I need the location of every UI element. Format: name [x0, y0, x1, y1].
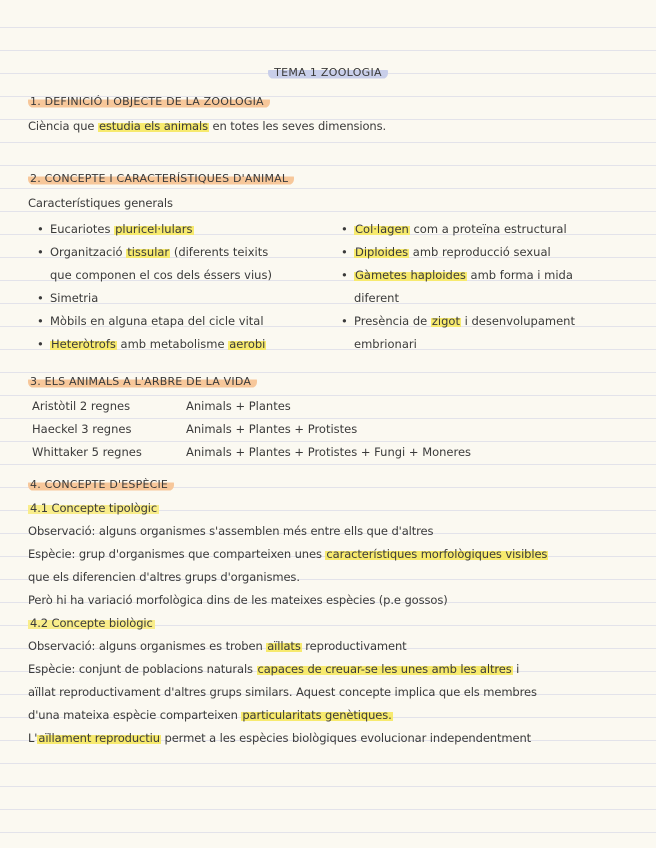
text: Ciència que — [28, 119, 98, 133]
list-item-continuation: embrionari — [354, 337, 417, 351]
definition-line: Espècie: conjunt de poblacions naturals capaces de creuar-se les unes amb les altres i — [28, 662, 520, 676]
list-item-continuation: diferent — [354, 291, 399, 305]
page-title-text: TEMA 1 ZOOLOGIA — [268, 66, 388, 79]
section-2-heading — [28, 172, 294, 186]
section-4-heading-text: 4. CONCEPTE D'ESPÈCIE — [28, 478, 174, 491]
list-item-continuation: que componen el cos dels éssers vius) — [50, 268, 272, 282]
list-item: • Gàmetes haploides amb forma i mida — [341, 268, 573, 282]
highlight: estudia els animals — [98, 119, 208, 133]
kingdom-author: Whittaker 5 regnes — [32, 445, 142, 459]
definition-line: d'una mateixa espècie comparteixen particularitats genètiques. — [28, 708, 392, 722]
list-item: • Simetria — [37, 291, 99, 305]
page-title — [0, 66, 656, 79]
list-item: • Diploides amb reproducció sexual — [341, 245, 551, 259]
section-2-subtitle: Característiques generals — [28, 196, 173, 210]
text: en totes les seves dimensions. — [208, 119, 387, 133]
kingdom-author: Haeckel 3 regnes — [32, 422, 132, 436]
observation-line: Observació: alguns organismes es troben aïllats reproductivament — [28, 639, 407, 653]
section-4-heading — [28, 478, 174, 492]
section-1-line — [28, 119, 386, 133]
list-item: • Presència de zigot i desenvolupament — [341, 314, 575, 328]
note-line: L'aïllament reproductiu permet a les espècies biològiques evolucionar independentment — [28, 731, 532, 745]
list-item: • Mòbils en alguna etapa del cicle vital — [37, 314, 264, 328]
note-line: Però hi ha variació morfològica dins de les mateixes espècies (p.e gossos) — [28, 593, 448, 607]
kingdom-list: Animals + Plantes — [186, 399, 291, 413]
definition-line: Espècie: grup d'organismes que comparteixen unes característiques morfològiques visibles — [28, 547, 548, 561]
subsection-4-1: 4.1 Concepte tipològic — [30, 501, 158, 515]
section-2-heading-text: 2. CONCEPTE I CARACTERÍSTIQUES D'ANIMAL — [28, 172, 294, 185]
list-item: • Col·lagen com a proteïna estructural — [341, 222, 567, 236]
section-1-heading-text: 1. DEFINICIÓ I OBJECTE DE LA ZOOLOGIA — [28, 95, 270, 108]
list-item: • Eucariotes pluricel·lulars — [37, 222, 193, 236]
section-1-heading — [28, 95, 270, 109]
definition-line: que els diferencien d'altres grups d'organismes. — [28, 570, 300, 584]
kingdom-list: Animals + Plantes + Protistes — [186, 422, 358, 436]
kingdom-list: Animals + Plantes + Protistes + Fungi + Moneres — [186, 445, 472, 459]
subsection-4-2: 4.2 Concepte biològic — [30, 616, 153, 630]
observation-line: Observació: alguns organismes s'assemblen més entre ells que d'altres — [28, 524, 434, 538]
kingdom-author: Aristòtil 2 regnes — [32, 399, 131, 413]
list-item: • Organització tissular (diferents teixits — [37, 245, 269, 259]
definition-line: aïllat reproductivament d'altres grups similars. Aquest concepte implica que els membres — [28, 685, 537, 699]
section-3-heading — [28, 375, 257, 389]
section-3-heading-text: 3. ELS ANIMALS A L'ARBRE DE LA VIDA — [28, 375, 257, 388]
list-item: • Heteròtrofs amb metabolisme aerobi — [37, 337, 266, 351]
